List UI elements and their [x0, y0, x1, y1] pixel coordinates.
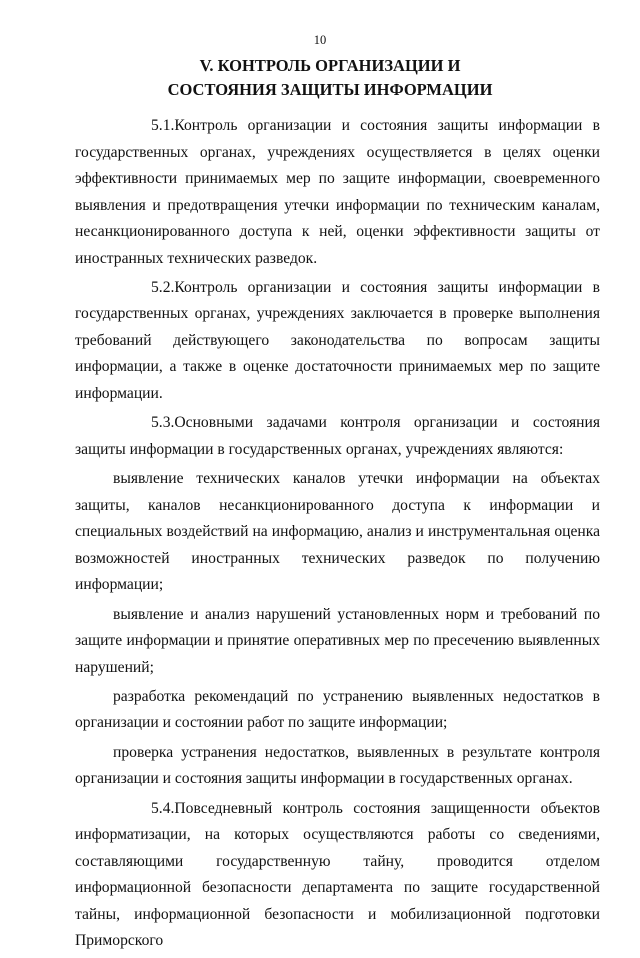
paragraph-text: разработка рекомендаций по устранению выявленных недостатков в организации и состоянии работ по защите информации;	[75, 687, 600, 732]
paragraph-number: 5.3.	[151, 414, 175, 432]
section-heading-line-2: СОСТОЯНИЯ ЗАЩИТЫ ИНФОРМАЦИИ	[167, 80, 493, 99]
paragraph-text: Контроль организации и состояния защиты информации в государственных органах, учреждениях осуществляется в целях оценки эффективности принимаемых мер по защите информации, своевременного выявления и предотвращения утечки информации по техническим каналам, несанкционированного доступа к ней, оценки эффективности защиты от иностранных технических разведок.	[75, 117, 600, 267]
paragraph-5-3	[75, 410, 600, 463]
section-heading	[80, 54, 580, 102]
list-item-task-4	[75, 740, 600, 793]
paragraph-5-1	[75, 113, 600, 272]
section-heading-line-1: V. КОНТРОЛЬ ОРГАНИЗАЦИИ И	[199, 56, 461, 75]
paragraph-5-2	[75, 275, 600, 408]
document-body	[75, 113, 600, 958]
list-item-task-3	[75, 684, 600, 737]
paragraph-text: выявление технических каналов утечки информации на объектах защиты, каналов несанкционированного доступа к информации и специальных воздействий на информацию, анализ и инструментальная оценка возможностей иностранных технических разведок по получению информации;	[75, 470, 600, 594]
paragraph-text: проверка устранения недостатков, выявленных в результате контроля организации и состояния защиты информации в государственных органах.	[75, 743, 600, 788]
page-number: 10	[313, 33, 327, 47]
paragraph-text: Основными задачами контроля организации и состояния защиты информации в государственных органах, учреждениях являются:	[75, 414, 600, 458]
paragraph-number: 5.4.	[151, 799, 175, 817]
paragraph-text: выявление и анализ нарушений установленных норм и требований по защите информации и принятие оперативных мер по пресечению выявленных нарушений;	[75, 605, 600, 676]
paragraph-5-4	[75, 796, 600, 955]
list-item-task-2	[75, 602, 600, 682]
paragraph-number: 5.2.	[151, 278, 175, 296]
paragraph-number: 5.1.	[151, 117, 175, 134]
list-item-task-1	[75, 466, 600, 599]
paragraph-text: Контроль организации и состояния защиты информации в государственных органах, учреждениях заключается в проверке выполнения требований действующего законодательства по вопросам защиты информации, а также в оценке достаточности принимаемых мер по защите информации.	[75, 278, 600, 402]
paragraph-text: Повседневный контроль состояния защищенности объектов информатизации, на которых осуществляются работы со сведениями, составляющими государственную тайну, проводится отделом информационной безопасности департамента по защите государственной тайны, информационной безопасности и мобилизационной подготовки Приморского	[75, 799, 600, 950]
